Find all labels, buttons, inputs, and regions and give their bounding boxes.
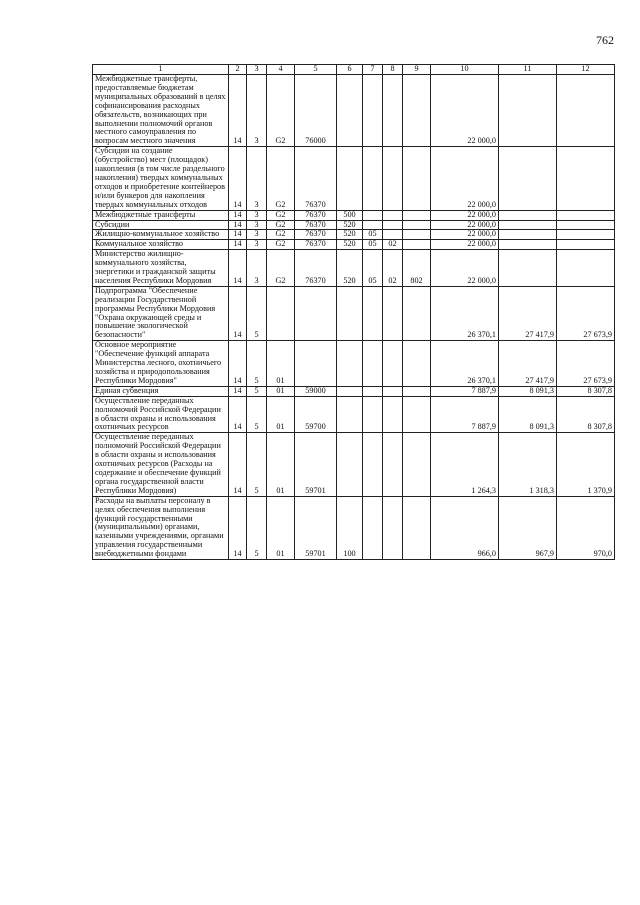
row-cell-c6 <box>337 286 363 340</box>
row-cell-c12 <box>557 210 615 220</box>
row-cell-c5: 76370 <box>295 240 337 250</box>
row-cell-c2: 14 <box>229 240 247 250</box>
column-header: 5 <box>295 65 337 75</box>
row-cell-c8: 02 <box>383 240 403 250</box>
row-cell-c11 <box>499 240 557 250</box>
row-cell-c9 <box>403 341 431 387</box>
row-cell-c4: G2 <box>267 220 295 230</box>
row-name-cell: Межбюджетные трансферты, предоставляемые бюджетам муниципальных образований в целях софинансирования расходных обязательств, возникающих при выполнении полномочий органов местного самоуправления по вопросам местного значения <box>93 75 229 147</box>
row-cell-c7: 05 <box>363 250 383 287</box>
row-cell-c8 <box>383 396 403 433</box>
row-cell-c4 <box>267 286 295 340</box>
row-cell-c4: G2 <box>267 230 295 240</box>
row-cell-c9 <box>403 433 431 496</box>
row-cell-c3: 3 <box>247 147 267 210</box>
row-cell-c10: 7 887,9 <box>431 396 499 433</box>
row-name-cell: Расходы на выплаты персоналу в целях обеспечения выполнения функций государственными (муниципальными) органами, казенными учреждениями, органами управления государственными внебюджетными фондами <box>93 496 229 559</box>
row-cell-c7 <box>363 433 383 496</box>
row-cell-c11: 967,9 <box>499 496 557 559</box>
row-cell-c3: 3 <box>247 220 267 230</box>
row-cell-c4: 01 <box>267 396 295 433</box>
row-cell-c6: 500 <box>337 210 363 220</box>
row-cell-c9 <box>403 286 431 340</box>
row-cell-c7 <box>363 496 383 559</box>
row-cell-c10: 7 887,9 <box>431 386 499 396</box>
table-row <box>93 433 615 496</box>
table-row <box>93 230 615 240</box>
row-cell-c6 <box>337 75 363 147</box>
row-cell-c8 <box>383 496 403 559</box>
row-cell-c7: 05 <box>363 240 383 250</box>
row-cell-c5: 76000 <box>295 75 337 147</box>
row-cell-c9 <box>403 147 431 210</box>
row-cell-c8 <box>383 433 403 496</box>
row-cell-c9 <box>403 396 431 433</box>
row-cell-c5: 59000 <box>295 386 337 396</box>
table-row <box>93 220 615 230</box>
row-name-cell: Субсидии <box>93 220 229 230</box>
row-cell-c4: G2 <box>267 75 295 147</box>
row-cell-c8 <box>383 75 403 147</box>
column-header: 9 <box>403 65 431 75</box>
row-name-cell: Основное мероприятие "Обеспечение функций аппарата Министерства лесного, охотничьего хозяйства и природопользования Республики Мордовия" <box>93 341 229 387</box>
row-cell-c7: 05 <box>363 230 383 240</box>
column-header: 3 <box>247 65 267 75</box>
row-cell-c12 <box>557 220 615 230</box>
row-cell-c12: 1 370,9 <box>557 433 615 496</box>
row-cell-c11: 1 318,3 <box>499 433 557 496</box>
row-cell-c2: 14 <box>229 230 247 240</box>
row-cell-c8 <box>383 147 403 210</box>
row-cell-c12 <box>557 240 615 250</box>
row-cell-c12 <box>557 75 615 147</box>
row-cell-c5: 59700 <box>295 396 337 433</box>
row-cell-c4: G2 <box>267 147 295 210</box>
row-cell-c9 <box>403 75 431 147</box>
table-row <box>93 496 615 559</box>
row-cell-c7 <box>363 147 383 210</box>
row-cell-c3: 3 <box>247 250 267 287</box>
row-cell-c12: 27 673,9 <box>557 286 615 340</box>
row-cell-c10: 22 000,0 <box>431 210 499 220</box>
row-cell-c2: 14 <box>229 341 247 387</box>
row-cell-c2: 14 <box>229 386 247 396</box>
row-cell-c10: 966,0 <box>431 496 499 559</box>
row-cell-c2: 14 <box>229 220 247 230</box>
row-cell-c4: 01 <box>267 496 295 559</box>
row-cell-c5: 76370 <box>295 210 337 220</box>
row-cell-c5: 76370 <box>295 147 337 210</box>
row-cell-c2: 14 <box>229 75 247 147</box>
row-cell-c12 <box>557 230 615 240</box>
row-cell-c2: 14 <box>229 250 247 287</box>
row-cell-c6: 100 <box>337 496 363 559</box>
row-cell-c7 <box>363 341 383 387</box>
row-cell-c6: 520 <box>337 230 363 240</box>
row-cell-c11 <box>499 75 557 147</box>
row-cell-c8 <box>383 341 403 387</box>
row-cell-c11: 8 091,3 <box>499 386 557 396</box>
row-cell-c11: 27 417,9 <box>499 286 557 340</box>
row-cell-c3: 5 <box>247 496 267 559</box>
row-name-cell: Межбюджетные трансферты <box>93 210 229 220</box>
row-cell-c7 <box>363 286 383 340</box>
page-number: 762 <box>596 33 614 47</box>
row-cell-c4: G2 <box>267 240 295 250</box>
row-cell-c8 <box>383 286 403 340</box>
row-name-cell: Осуществление переданных полномочий Российской Федерации в области охраны и использования охотничьих ресурсов (Расходы на содержание и обеспечение функций органа государственной власти Республики Мордовия) <box>93 433 229 496</box>
column-header: 8 <box>383 65 403 75</box>
row-cell-c9 <box>403 386 431 396</box>
row-cell-c5 <box>295 286 337 340</box>
row-cell-c12: 8 307,8 <box>557 396 615 433</box>
row-cell-c9 <box>403 496 431 559</box>
row-cell-c3: 5 <box>247 341 267 387</box>
row-name-cell: Осуществление переданных полномочий Российской Федерации в области охраны и использования охотничьих ресурсов <box>93 396 229 433</box>
table-row <box>93 386 615 396</box>
row-cell-c2: 14 <box>229 210 247 220</box>
column-header: 10 <box>431 65 499 75</box>
row-cell-c11: 8 091,3 <box>499 396 557 433</box>
row-cell-c9 <box>403 240 431 250</box>
row-cell-c2: 14 <box>229 147 247 210</box>
row-cell-c3: 3 <box>247 210 267 220</box>
row-cell-c12: 8 307,8 <box>557 386 615 396</box>
row-cell-c11 <box>499 210 557 220</box>
row-cell-c5: 59701 <box>295 496 337 559</box>
row-cell-c6 <box>337 386 363 396</box>
row-cell-c3: 3 <box>247 75 267 147</box>
row-name-cell: Коммунальное хозяйство <box>93 240 229 250</box>
row-cell-c5: 76370 <box>295 230 337 240</box>
column-header: 2 <box>229 65 247 75</box>
row-cell-c10: 22 000,0 <box>431 220 499 230</box>
row-cell-c6 <box>337 433 363 496</box>
table-row <box>93 147 615 210</box>
row-cell-c2: 14 <box>229 396 247 433</box>
column-header: 1 <box>93 65 229 75</box>
row-cell-c4: G2 <box>267 210 295 220</box>
row-cell-c3: 3 <box>247 230 267 240</box>
row-cell-c10: 26 370,1 <box>431 341 499 387</box>
table-header-row <box>93 65 615 75</box>
row-cell-c5 <box>295 341 337 387</box>
row-name-cell: Единая субвенция <box>93 386 229 396</box>
row-cell-c11 <box>499 220 557 230</box>
row-cell-c3: 5 <box>247 286 267 340</box>
row-cell-c10: 22 000,0 <box>431 240 499 250</box>
row-cell-c6 <box>337 396 363 433</box>
row-cell-c8 <box>383 210 403 220</box>
row-cell-c11: 27 417,9 <box>499 341 557 387</box>
table-row <box>93 286 615 340</box>
row-cell-c5: 76370 <box>295 220 337 230</box>
budget-table <box>92 64 615 560</box>
table-row <box>93 240 615 250</box>
row-cell-c12: 970,0 <box>557 496 615 559</box>
row-cell-c8 <box>383 220 403 230</box>
row-cell-c10: 22 000,0 <box>431 147 499 210</box>
row-cell-c7 <box>363 75 383 147</box>
row-cell-c2: 14 <box>229 433 247 496</box>
row-cell-c7 <box>363 210 383 220</box>
table-row <box>93 250 615 287</box>
row-cell-c4: G2 <box>267 250 295 287</box>
row-cell-c6: 520 <box>337 220 363 230</box>
row-cell-c2: 14 <box>229 496 247 559</box>
table-row <box>93 75 615 147</box>
row-cell-c8 <box>383 230 403 240</box>
row-cell-c7 <box>363 396 383 433</box>
row-cell-c10: 26 370,1 <box>431 286 499 340</box>
row-cell-c8: 02 <box>383 250 403 287</box>
row-cell-c9 <box>403 220 431 230</box>
row-cell-c8 <box>383 386 403 396</box>
row-cell-c3: 5 <box>247 386 267 396</box>
row-cell-c10: 22 000,0 <box>431 250 499 287</box>
column-header: 11 <box>499 65 557 75</box>
row-cell-c7 <box>363 386 383 396</box>
row-cell-c4: 01 <box>267 433 295 496</box>
row-cell-c11 <box>499 250 557 287</box>
row-cell-c3: 3 <box>247 240 267 250</box>
row-name-cell: Подпрограмма "Обеспечение реализации Государственной программы Республики Мордовия "Охрана окружающей среды и повышение экологической безопасности" <box>93 286 229 340</box>
row-cell-c11 <box>499 230 557 240</box>
row-cell-c4: 01 <box>267 341 295 387</box>
row-cell-c10: 22 000,0 <box>431 75 499 147</box>
row-cell-c6 <box>337 147 363 210</box>
column-header: 4 <box>267 65 295 75</box>
row-cell-c6: 520 <box>337 250 363 287</box>
row-cell-c11 <box>499 147 557 210</box>
row-cell-c12 <box>557 250 615 287</box>
row-cell-c12 <box>557 147 615 210</box>
row-cell-c5: 76370 <box>295 250 337 287</box>
row-cell-c2: 14 <box>229 286 247 340</box>
table-row <box>93 210 615 220</box>
table-row <box>93 396 615 433</box>
row-cell-c9 <box>403 230 431 240</box>
row-cell-c3: 5 <box>247 396 267 433</box>
row-name-cell: Субсидии на создание (обустройство) мест (площадок) накопления (в том числе раздельного накопления) твердых коммунальных отходов и приобретение контейнеров и/или бункеров для накопления твердых коммунальных отходов <box>93 147 229 210</box>
row-name-cell: Министерство жилищно-коммунального хозяйства, энергетики и гражданской защиты населения Республики Мордовия <box>93 250 229 287</box>
column-header: 12 <box>557 65 615 75</box>
row-cell-c9 <box>403 210 431 220</box>
row-cell-c3: 5 <box>247 433 267 496</box>
row-cell-c10: 1 264,3 <box>431 433 499 496</box>
row-cell-c6: 520 <box>337 240 363 250</box>
row-cell-c9: 802 <box>403 250 431 287</box>
row-cell-c4: 01 <box>267 386 295 396</box>
row-cell-c6 <box>337 341 363 387</box>
row-cell-c7 <box>363 220 383 230</box>
table-row <box>93 341 615 387</box>
row-cell-c12: 27 673,9 <box>557 341 615 387</box>
column-header: 6 <box>337 65 363 75</box>
column-header: 7 <box>363 65 383 75</box>
row-name-cell: Жилищно-коммунальное хозяйство <box>93 230 229 240</box>
row-cell-c5: 59701 <box>295 433 337 496</box>
row-cell-c10: 22 000,0 <box>431 230 499 240</box>
